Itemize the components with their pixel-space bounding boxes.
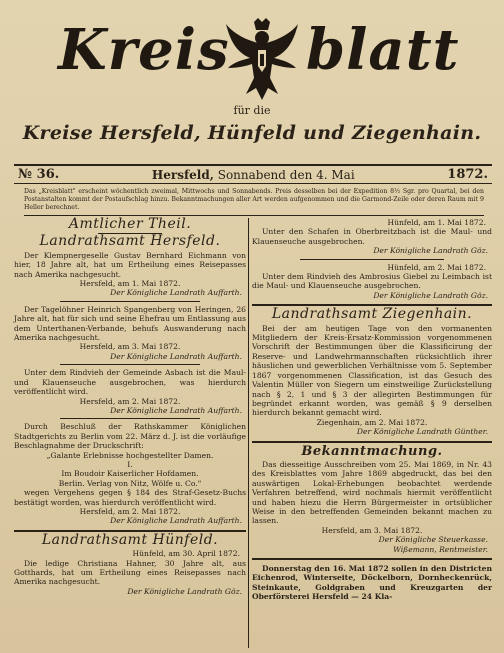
issue-bar [14,164,492,184]
article-text: Unter den Schafen in Oberbreitzbach ist die Maul- und Klauenseuche ausgebrochen. [252,227,492,246]
issue-year: 1872. [447,167,488,182]
column-divider [248,218,249,648]
article-place-date: Hünfeld, am 30. April 1872. [132,549,240,559]
section-bekanntmachung: Bekanntmachung. [301,443,443,459]
article-signature: Der Königliche Landrath Göz. [127,586,242,596]
divider [300,259,444,260]
article-place-date: Hünfeld, am 1. Mai 1872. [387,218,486,227]
book-title: „Galante Erlebnisse hochgestellter Damen. [46,450,214,460]
eagle-crest-icon [224,18,300,100]
right-column [252,218,492,602]
article-signature: Der Königliche Landrath Auffarth. [110,288,242,298]
section-landrathsamt-hersfeld: Landrathsamt Hersfeld. [39,233,221,250]
article-signature: Der Königliche Landrath Auffarth. [110,405,242,415]
issue-place: Hersfeld, [151,167,214,182]
auction-notice: Donnerstag den 16. Mai 1872 sollen in den Districten Eichenrod, Winterseite, Döckelborn, Dornheckenrück, Steinkaute, Goldgraben und Kreuzgarten der Oberförsterei Hersfeld — 24 Kla- [252,564,492,602]
subscription-notice: Das „Kreisblatt" erscheint wöchentlich zweimal, Mittwochs und Sonnabends. Preis desselben bei der Expedition 8½ Sgr. pro Quartal, bei den Postanstalten kommt der Postaufschlag hinzu. Bekanntmachungen aller Art werden aufgenommen und die Garmond-Zeile oder deren Raum mit 9 Heller berechnet. [24,188,484,216]
article-signature: Der Königliche Landrath Auffarth. [110,351,242,361]
book-publisher: Berlin. Verlag von Nitz, Wölfe u. Co." [58,478,202,488]
article-place-date: Ziegenhain, am 2. Mai 1872. [316,417,428,427]
article-text: Unter dem Rindvieh der Gemeinde Asbach ist die Maul- und Klauenseuche ausgebrochen, was hierdurch veröffentlicht wird. [14,368,246,397]
issue-number: № 36. [18,167,60,182]
article-text: Durch Beschluß der Rathskammer Königlichen Stadtgerichts zu Berlin vom 22. März d. J. ist die vorläufige Beschlagnahme der Druckschrift: [14,422,246,451]
masthead-subtitle: Kreise Hersfeld, Hünfeld und Ziegenhain. [22,122,482,144]
article-text: Die ledige Christiana Hahner, 30 Jahre alt, aus Gotthards, hat um Ertheilung eines Reisepasses nach Amerika nachgesucht. [14,558,246,587]
masthead-title-right: blatt [306,17,460,83]
article-place-date: Hersfeld, am 2. Mai 1872. [79,506,181,516]
article-place-date: Hünfeld, am 2. Mai 1872. [387,262,486,272]
section-divider [252,558,492,560]
article-text: Der Klempnergeselle Gustav Bernhard Eichmann von hier, 18 Jahre alt, hat um Ertheilung eines Reisepasses nach Amerika nachgesucht. [14,250,246,279]
divider [60,418,199,419]
article-signature: Der Königliche Landrath Günther. [356,427,488,437]
book-volume: I. [127,459,133,469]
section-amtlicher-theil: Amtlicher Theil. [68,216,192,232]
article-text: Das diesseitige Ausschreiben vom 25. Mai 1869, in Nr. 43 des Kreisblattes vom Jahre 1869 abgedruckt, das bei den auswärtigen Lokal-Erhebungen beobachtet werdende Verfahren betreffend, wird nochmals hiermit veröffentlicht und haben hiezu die Herrn Bürgermeister in ortsüblicher Weise in den betreffenden Gemeinden bekannt machen zu lassen. [252,459,492,526]
article-place-date: Hersfeld, am 3. Mai 1872. [321,525,423,535]
issue-dateline [152,168,355,182]
section-divider [252,441,492,443]
section-landrathsamt-ziegenhain: Landrathsamt Ziegenhain. [271,306,473,323]
article-text: Der Tagelöhner Heinrich Spangenberg von Heringen, 26 Jahre alt, hat für sich und seine Ehefrau um Entlassung aus dem Unterthanen-Verbande, behufs Auswanderung nach Amerika nachgesucht. [14,304,246,343]
book-subtitle: Im Boudoir Kaiserlicher Hofdamen. [61,469,199,479]
issue-date: Sonnabend den 4. Mai [217,167,355,182]
article-place-date: Hersfeld, am 3. Mai 1872. [79,342,181,352]
article-text: Bei der am heutigen Tage von den vormanenten Mitgliedern der Kreis-Ersatz-Kommission vorgenommenen Vorschrift der Bestimmungen über die Klassificirung der Reserve- und Landwehrmannschaften rücksichtlich ihrer häuslichen und gewerblichen Verhältnisse vom 5. September 1867 vorgenommenen Classification, ist das Gesuch des Valentin Müller von Siegern um einstweilige Zurückstellung nach § 2, 1 und § 3 der allegirten Bestimmungen für begründet erkannt worden, was gemäß § 9 derselben hierdurch bekannt gemacht wird. [252,323,492,418]
article-text: Unter dem Rindvieh des Ambrosius Giebel zu Leimbach ist die Maul- und Klauenseuche ausgebrochen. [252,272,492,291]
article-place-date: Hersfeld, am 2. Mai 1872. [79,396,181,406]
article-place-date: Hersfeld, am 1. Mai 1872. [79,279,181,289]
section-landrathsamt-huenfeld: Landrathsamt Hünfeld. [41,531,219,548]
divider [60,301,199,302]
article-office: Der Königliche Steuerkasse. [378,535,488,545]
article-text: wegen Vergehens gegen § 184 des Straf-Gesetz-Buchs bestätigt worden, was hierdurch veröffentlicht wird. [14,488,246,507]
masthead-fuer: für die [233,104,271,117]
article-signature: Der Königliche Landrath Göz. [373,290,488,300]
article-signature: Der Königliche Landrath Göz. [373,246,488,256]
divider [60,364,199,365]
article-signature: Der Königliche Landrath Auffarth. [110,516,242,526]
article-signature: Wißemann, Rentmeister. [393,544,488,554]
masthead-title-left: Kreis [58,17,230,83]
masthead [14,8,492,104]
left-column [14,218,246,596]
